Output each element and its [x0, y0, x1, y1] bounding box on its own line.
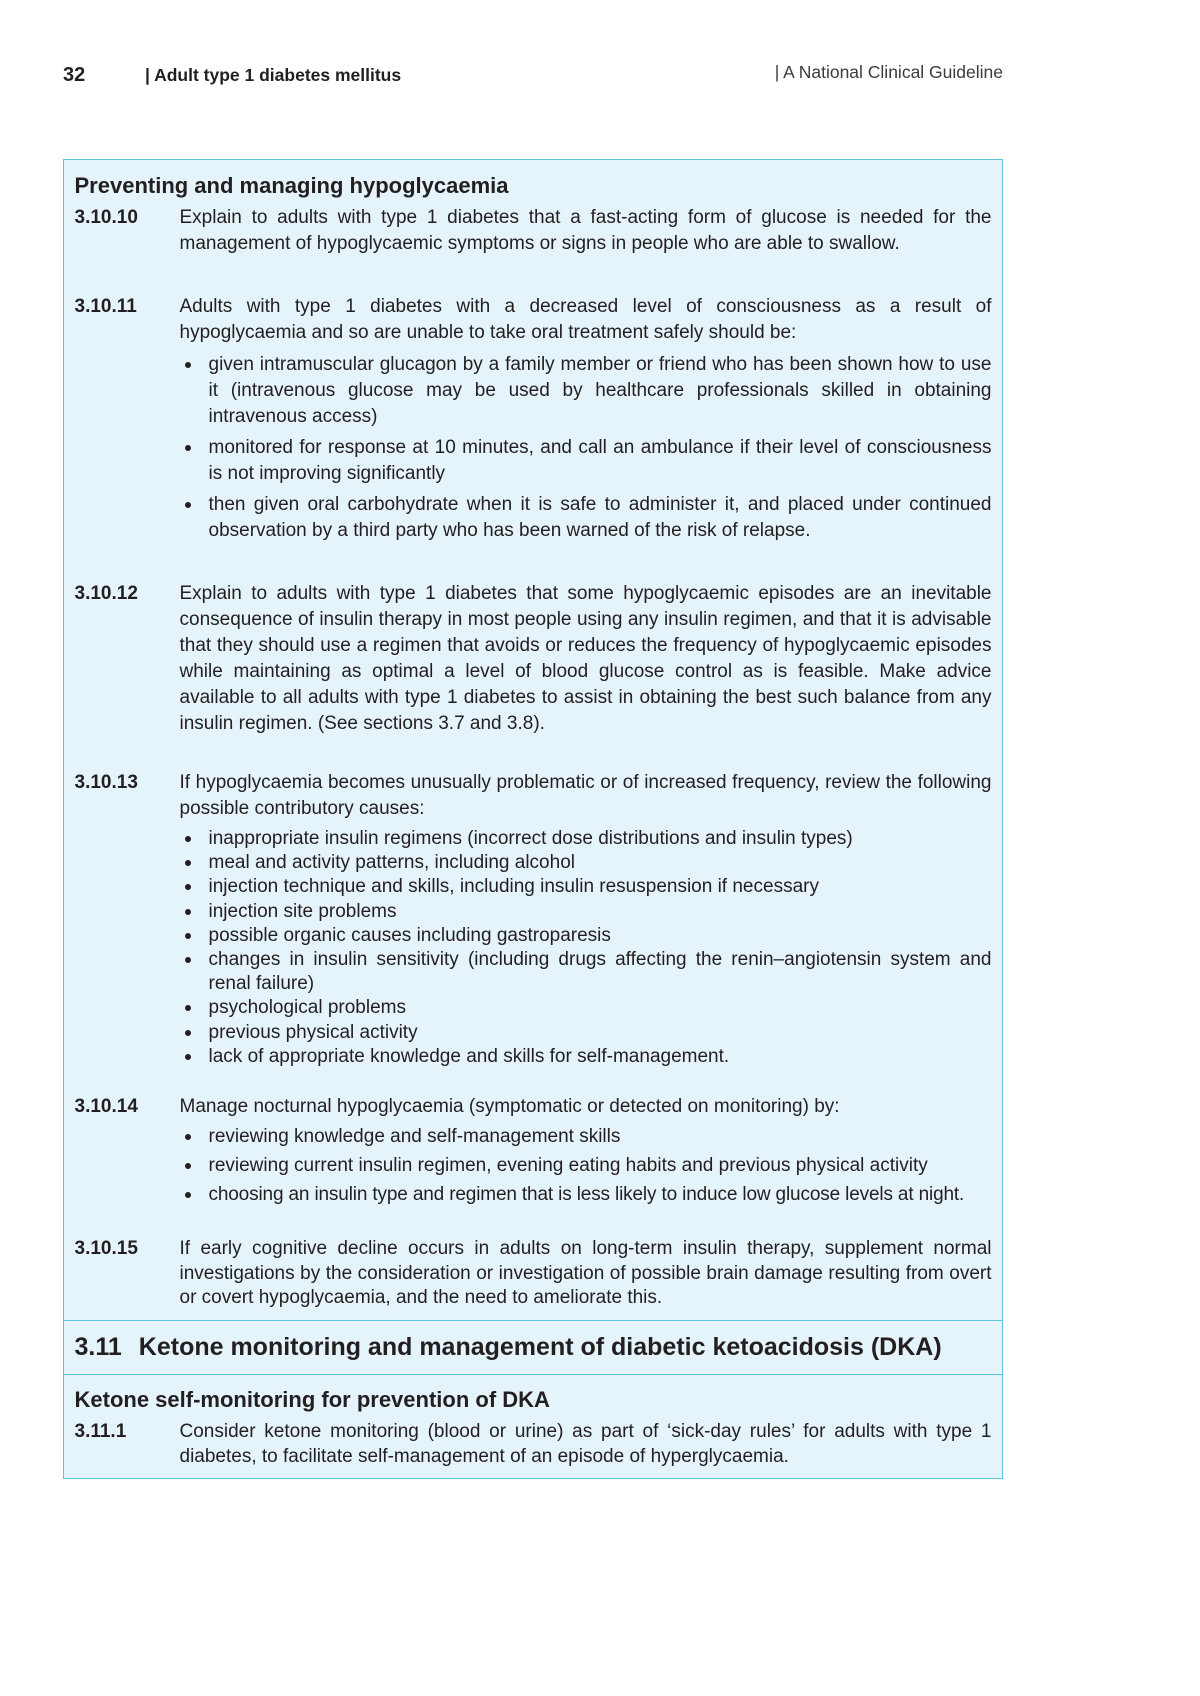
recommendation-body	[180, 1237, 992, 1311]
bullet-icon	[185, 502, 191, 508]
section-title: Ketone monitoring and management of diabetic ketoacidosis (DKA)	[138, 1333, 942, 1362]
list-item-text: injection site problems	[208, 900, 397, 922]
section-heading: Preventing and managing hypoglycaemia	[74, 173, 509, 198]
bullet-icon	[185, 1005, 191, 1011]
list-item	[180, 1045, 992, 1069]
recommendation-3-10-15	[75, 1237, 992, 1311]
bullet-icon	[185, 884, 191, 890]
list-item-text: psychological problems	[208, 997, 406, 1019]
list-item-text: inappropriate insulin regimens (incorrect dose distributions and insulin types)	[208, 828, 853, 849]
recommendations-box	[63, 159, 1003, 1479]
list-item-text: lack of appropriate knowledge and skills for self-management.	[208, 1045, 730, 1067]
list-item	[180, 924, 992, 948]
recommendation-text: If hypoglycaemia becomes unusually problematic or of increased frequency, review the following possible contributory causes:	[179, 772, 992, 819]
recommendation-body	[180, 770, 992, 1069]
recommendation-number: 3.10.10	[74, 207, 138, 228]
list-item-text: choosing an insulin type and regimen that is less likely to induce low glucose levels at night.	[208, 1184, 965, 1206]
recommendation-number: 3.10.14	[74, 1096, 138, 1118]
recommendation-number: 3.10.12	[74, 583, 138, 604]
bullet-icon	[185, 1134, 191, 1140]
bullet-icon	[185, 445, 191, 451]
list-item-text: meal and activity patterns, including alcohol	[208, 852, 575, 874]
bullet-list	[180, 352, 992, 544]
section-number: 3.11	[74, 1333, 122, 1362]
bullet-list	[180, 827, 992, 1069]
bullet-list	[180, 1124, 992, 1208]
bullet-icon	[185, 957, 191, 963]
list-item	[180, 1153, 992, 1179]
list-item	[180, 875, 992, 899]
list-item	[180, 948, 992, 996]
list-item	[180, 1124, 992, 1150]
list-item	[180, 492, 992, 544]
ketone-section	[64, 1375, 1002, 1478]
recommendation-body	[180, 205, 992, 257]
recommendation-number: 3.10.13	[74, 772, 138, 793]
list-item	[180, 352, 992, 430]
list-item	[180, 435, 992, 487]
list-item-text: reviewing current insulin regimen, evening eating habits and previous physical activity	[208, 1155, 928, 1177]
recommendation-text: Explain to adults with type 1 diabetes that a fast-acting form of glucose is needed for the management of hypoglycaemic symptoms or signs in people who are able to swallow.	[179, 207, 992, 254]
bullet-icon	[185, 1054, 191, 1060]
recommendation-text: If early cognitive decline occurs in adults on long-term insulin therapy, supplement normal investigations by the consideration or investigation of possible brain damage resulting from overt or covert hypoglycaemia, and the need to ameliorate this.	[179, 1238, 992, 1309]
bullet-icon	[185, 909, 191, 915]
bullet-icon	[185, 860, 191, 866]
recommendation-text: Explain to adults with type 1 diabetes that some hypoglycaemic episodes are an inevitable consequence of insulin therapy in most people using any insulin regimen, and that it is advisable that they should use a regimen that avoids or reduces the frequency of hypoglycaemic episodes while maintaining as optimal a level of blood glucose control as is feasible. Make advice available to all adults with type 1 diabetes to assist in obtaining the best such balance from any insulin regimen. (See sections 3.7 and 3.8).	[179, 583, 992, 734]
list-item-text: given intramuscular glucagon by a family member or friend who has been shown how to use it (intravenous glucose may be used by healthcare professionals skilled in obtaining intravenous access)	[208, 354, 992, 427]
section-heading: Ketone self-monitoring for prevention of DKA	[74, 1386, 550, 1412]
bullet-icon	[185, 1163, 191, 1169]
bullet-icon	[185, 362, 191, 368]
recommendation-text: Consider ketone monitoring (blood or urine) as part of ‘sick-day rules’ for adults with type 1 diabetes, to facilitate self-management of an episode of hyperglycaemia.	[179, 1421, 992, 1468]
section-title-band	[64, 1320, 1002, 1376]
recommendation-number: 3.10.11	[74, 296, 137, 317]
running-title: | Adult type 1 diabetes mellitus	[145, 65, 402, 85]
recommendation-3-10-13	[75, 770, 992, 1069]
recommendation-body	[180, 1419, 992, 1469]
list-item-text: previous physical activity	[208, 1021, 418, 1043]
recommendation-3-10-12	[75, 581, 992, 737]
bullet-icon	[185, 933, 191, 939]
list-item-text: reviewing knowledge and self-management skills	[208, 1126, 621, 1148]
recommendation-body	[180, 581, 992, 737]
list-item-text: then given oral carbohydrate when it is safe to administer it, and placed under continued observation by a third party who has been warned of the risk of relapse.	[208, 494, 992, 541]
list-item	[180, 1182, 992, 1208]
list-item-text: injection technique and skills, including insulin resuspension if necessary	[208, 876, 819, 898]
guideline-label: | A National Clinical Guideline	[774, 62, 1003, 82]
list-item-text: monitored for response at 10 minutes, and call an ambulance if their level of consciousness is not improving significantly	[208, 437, 992, 484]
recommendation-text: Adults with type 1 diabetes with a decreased level of consciousness as a result of hypoglycaemia and so are unable to take oral treatment safely should be:	[179, 296, 992, 343]
list-item	[180, 1021, 992, 1045]
recommendation-3-10-11	[75, 294, 992, 544]
recommendation-3-10-14	[75, 1094, 992, 1208]
list-item-text: changes in insulin sensitivity (including drugs affecting the renin–angiotensin system and renal failure)	[208, 949, 992, 995]
recommendation-number: 3.11.1	[74, 1421, 127, 1443]
list-item	[180, 827, 992, 851]
recommendation-body	[180, 294, 992, 544]
list-item	[180, 900, 992, 924]
list-item	[180, 851, 992, 875]
recommendation-number: 3.10.15	[74, 1238, 138, 1260]
hypoglycaemia-section	[64, 160, 1002, 1320]
recommendation-text: Manage nocturnal hypoglycaemia (symptomatic or detected on monitoring) by:	[179, 1096, 840, 1118]
recommendation-3-10-10	[75, 205, 992, 257]
list-item	[180, 996, 992, 1020]
recommendation-body	[180, 1094, 992, 1208]
bullet-icon	[185, 1192, 191, 1198]
recommendation-3-11-1	[75, 1419, 992, 1469]
list-item-text: possible organic causes including gastroparesis	[208, 924, 611, 946]
page-number: 32	[63, 64, 86, 86]
bullet-icon	[185, 836, 191, 842]
bullet-icon	[185, 1030, 191, 1036]
